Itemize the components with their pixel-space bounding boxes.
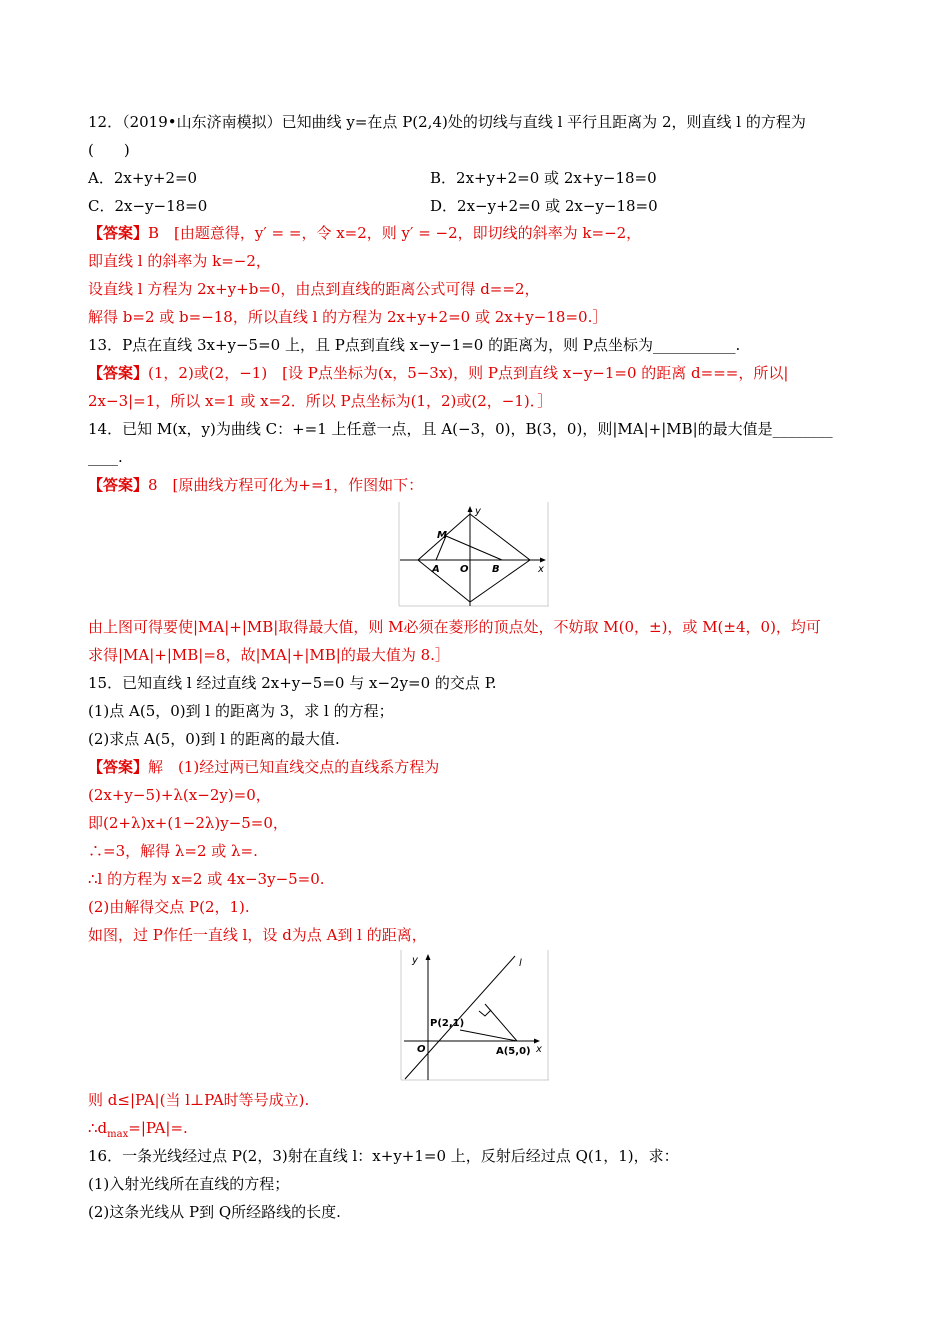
q16-part-1: (1)入射光线所在直线的方程； [88,1175,290,1193]
q12-option-d: D．2x−y+2=0 或 2x−y−18=0 [430,197,658,215]
rhombus-outline [418,514,530,602]
q14-answer-text: 8 [原曲线方程可化为+=1，作图如下： [148,476,424,494]
answer-tag: 【答案】 [88,224,149,242]
q13-answer-line-2: 2x−3|=1，所以 x=1 或 x=2．所以 P点坐标为(1，2)或(2，−1)．］ [88,392,553,410]
q12-answer-line-4: 解得 b=2 或 b=−18，所以直线 l 的方程为 2x+y+2=0 或 2x+y−18=0.］ [88,308,608,326]
q15-stem: 15．已知直线 l 经过直线 2x+y−5=0 与 x−2y=0 的交点 P. [88,674,497,692]
x-axis-label: x [536,1044,542,1055]
q13-answer-text: (1，2)或(2，−1) [设 P点坐标为(x，5−3x)，则 P点到直线 x−y−1=0 的距离 d===，所以| [148,364,789,382]
q15-after-figure-line-1: 则 d≤|PA|(当 l⊥PA时等号成立). [88,1091,310,1109]
origin-label: O [460,564,469,575]
segment-mb [446,536,502,560]
point-a-label: A [432,564,440,575]
y-axis-arrow [468,506,473,512]
answer-tag: 【答案】 [88,364,149,382]
q15-part-1: (1)点 A(5，0)到 l 的距离为 3，求 l 的方程； [88,702,394,720]
q15-dmax-value: =|PA|=. [128,1119,188,1137]
q15-answer-line-3: 即(2+λ)x+(1−2λ)y−5=0， [88,814,288,832]
q14-stem-line-2: ____. [88,448,123,466]
distance-diagram [400,948,550,1082]
q15-dmax-subscript: max [107,1129,129,1140]
q14-stem-line-1: 14．已知 M(x，y)为曲线 C：+=1 上任意一点，且 A(−3，0)，B(3，0)，则|MA|+|MB|的最大值是________ [88,420,833,438]
q13-stem: 13．P点在直线 3x+y−5=0 上，且 P点到直线 x−y−1=0 的距离为，则 P点坐标为___________. [88,336,741,354]
q16-stem: 16．一条光线经过点 P(2，3)射在直线 l：x+y+1=0 上，反射后经过点 Q(1，1)，求： [88,1147,679,1165]
q12-answer-line-3: 设直线 l 方程为 2x+y+b=0，由点到直线的距离公式可得 d==2， [88,280,540,298]
answer-tag: 【答案】 [88,758,149,776]
x-axis-arrow [540,558,546,563]
q16-part-2: (2)这条光线从 P到 Q所经路线的长度. [88,1203,341,1221]
distance-figure [400,948,550,1082]
q15-answer-line-1 [88,757,439,777]
q15-answer-line-5: ∴l 的方程为 x=2 或 4x−3y−5=0. [88,870,325,888]
point-b-label: B [492,564,500,575]
x-axis-arrow [534,1039,540,1044]
rhombus-figure [398,500,550,608]
q12-answer-line-1 [88,223,641,243]
q14-answer-line-2: 由上图可得要使|MA|+|MB|取得最大值，则 M必须在菱形的顶点处，不妨取 M(0，±)，或 M(±4，0)，均可 [88,618,821,636]
q13-answer-line-1 [88,363,788,383]
y-axis-label: y [412,955,418,966]
point-p-label: P(2,1) [430,1018,465,1029]
q15-answer-text: 解 (1)经过两已知直线交点的直线系方程为 [148,758,440,776]
q12-option-c: C．2x−y−18=0 [88,197,208,215]
q15-part-2: (2)求点 A(5，0)到 l 的距离的最大值. [88,730,340,748]
q12-paren: ( ) [88,141,130,159]
y-axis-label: y [475,506,481,517]
line-l-label: l [519,958,522,969]
q12-answer-line-2: 即直线 l 的斜率为 k=−2， [88,252,271,270]
q12-option-b: B．2x+y+2=0 或 2x+y−18=0 [430,169,657,187]
point-a-label: A(5,0) [496,1046,531,1057]
rhombus-diagram [398,500,550,608]
y-axis-arrow [426,954,431,960]
point-m-label: M [437,530,447,541]
q15-answer-line-6: (2)由解得交点 P(2，1). [88,898,250,916]
q12-stem: 12．（2019•山东济南模拟）已知曲线 y=在点 P(2,4)处的切线与直线 l 平行且距离为 2，则直线 l 的方程为 [88,113,806,131]
q14-answer-line-3: 求得|MA|+|MB|=8，故|MA|+|MB|的最大值为 8.］ [88,646,450,664]
q15-dmax-prefix: ∴d [88,1119,108,1137]
q15-answer-line-2: (2x+y−5)+λ(x−2y)=0， [88,786,271,804]
q15-answer-line-7: 如图，过 P作任一直线 l，设 d为点 A到 l 的距离， [88,926,427,944]
q15-answer-line-4: ∴=3，解得 λ=2 或 λ=. [88,842,258,860]
answer-tag: 【答案】 [88,476,149,494]
origin-label: O [417,1044,426,1055]
q15-after-figure-line-2 [88,1118,188,1145]
q12-answer-text: B [由题意得，y′ = =，令 x=2，则 y′ = −2，即切线的斜率为 k=−2， [148,224,642,242]
q14-answer-line-1 [88,475,423,495]
x-axis-label: x [538,564,544,575]
q12-option-a: A．2x+y+2=0 [88,169,198,187]
right-angle-mark [479,1010,491,1016]
